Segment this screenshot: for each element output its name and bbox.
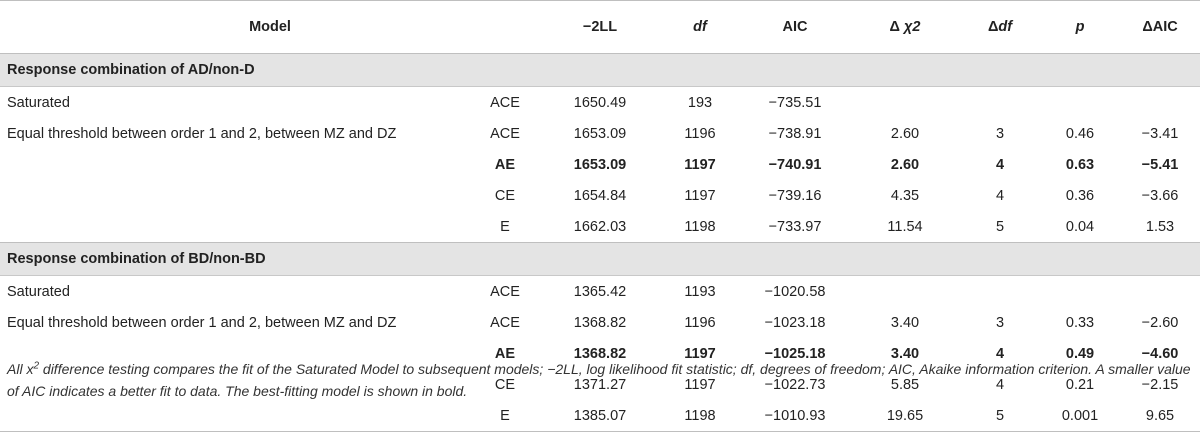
header-delta-df-prefix: Δ bbox=[987, 19, 999, 35]
cell-df: 1197 bbox=[684, 345, 716, 362]
cell-ll: 1368.82 bbox=[573, 345, 627, 362]
header-delta-chi-suffix: 2 bbox=[912, 19, 921, 35]
cell-ll: 1365.42 bbox=[573, 283, 627, 300]
cell-dchi bbox=[850, 276, 960, 308]
section-header-row bbox=[0, 54, 1200, 87]
cell-df: 1198 bbox=[660, 400, 740, 432]
cell-ll: 1654.84 bbox=[573, 187, 627, 204]
row-description: Saturated bbox=[7, 94, 70, 111]
header-ll: −2LL bbox=[540, 1, 660, 54]
cell-dchi: 4.35 bbox=[890, 187, 920, 204]
cell-dchi: 19.65 bbox=[850, 400, 960, 432]
row-description: Saturated bbox=[7, 283, 70, 300]
cell-daic: −4.60 bbox=[1141, 345, 1179, 362]
cell-ll: 1662.03 bbox=[540, 211, 660, 243]
cell-daic: −5.41 bbox=[1141, 156, 1179, 173]
row-model: AE bbox=[494, 156, 516, 173]
cell-ddf: 4 bbox=[995, 156, 1005, 173]
cell-ddf bbox=[960, 276, 1040, 308]
footnote-text: difference testing compares the fit of the Saturated Model to subsequent models; −2LL, log likelihood fit statistic; df, degrees of freedom; AIC, Akaike information criterion. A smaller value of AIC indicates a better fit to data. The best-fitting model is shown in bold. bbox=[7, 361, 1191, 399]
row-description bbox=[0, 180, 470, 211]
header-delta-chi-prefix: Δ bbox=[889, 19, 900, 35]
cell-dchi: 3.40 bbox=[890, 345, 920, 362]
cell-aic: −733.97 bbox=[740, 211, 850, 243]
cell-daic: −3.66 bbox=[1141, 187, 1179, 204]
cell-df: 193 bbox=[687, 94, 713, 111]
cell-ll: 1368.82 bbox=[573, 314, 627, 331]
cell-df: 1197 bbox=[684, 187, 716, 204]
cell-p: 0.001 bbox=[1040, 400, 1120, 432]
cell-dchi: 11.54 bbox=[850, 211, 960, 243]
cell-p: 0.36 bbox=[1065, 187, 1095, 204]
cell-df: 1198 bbox=[660, 211, 740, 243]
cell-aic: −738.91 bbox=[768, 125, 822, 142]
cell-p bbox=[1040, 87, 1120, 119]
cell-p: 0.04 bbox=[1040, 211, 1120, 243]
cell-aic: −1023.18 bbox=[764, 314, 826, 331]
cell-aic: −739.16 bbox=[768, 187, 822, 204]
cell-df: 1193 bbox=[684, 283, 716, 300]
header-p: p bbox=[1040, 1, 1120, 54]
header-aic: AIC bbox=[740, 1, 850, 54]
cell-daic bbox=[1120, 87, 1200, 119]
row-model: ACE bbox=[490, 94, 520, 111]
row-model: ACE bbox=[490, 314, 520, 331]
cell-p bbox=[1040, 276, 1120, 308]
cell-daic: 1.53 bbox=[1120, 211, 1200, 243]
cell-ddf: 4 bbox=[995, 187, 1005, 204]
cell-df: 1197 bbox=[684, 376, 716, 393]
cell-ll: 1653.09 bbox=[573, 125, 627, 142]
header-delta-df-label: df bbox=[998, 19, 1013, 35]
cell-aic: −1025.18 bbox=[764, 345, 826, 362]
cell-aic: −1020.58 bbox=[764, 283, 826, 300]
cell-ddf: 4 bbox=[995, 345, 1005, 362]
header-delta-chi bbox=[850, 1, 960, 54]
table-row bbox=[0, 211, 1200, 243]
cell-ll: 1371.27 bbox=[573, 376, 627, 393]
cell-ll: 1650.49 bbox=[573, 94, 627, 111]
cell-p: 0.33 bbox=[1065, 314, 1095, 331]
cell-p: 0.21 bbox=[1065, 376, 1095, 393]
row-model: AE bbox=[494, 345, 516, 362]
table-row bbox=[0, 180, 1200, 211]
row-model: E bbox=[470, 211, 540, 243]
header-model: Model bbox=[0, 1, 540, 54]
cell-ddf: 4 bbox=[995, 376, 1005, 393]
footnote-prefix: All x bbox=[7, 361, 34, 377]
cell-dchi: 2.60 bbox=[890, 156, 920, 173]
cell-dchi: 5.85 bbox=[890, 376, 920, 393]
cell-dchi: 3.40 bbox=[890, 314, 920, 331]
table-row bbox=[0, 276, 1200, 308]
cell-ll: 1653.09 bbox=[573, 156, 627, 173]
table-row bbox=[0, 118, 1200, 149]
cell-aic: −1022.73 bbox=[764, 376, 826, 393]
cell-ddf: 3 bbox=[995, 314, 1005, 331]
table-row bbox=[0, 87, 1200, 119]
cell-aic: −740.91 bbox=[768, 156, 822, 173]
cell-daic: 9.65 bbox=[1120, 400, 1200, 432]
row-model: ACE bbox=[490, 283, 520, 300]
cell-df: 1196 bbox=[684, 314, 716, 331]
cell-aic: −1010.93 bbox=[740, 400, 850, 432]
cell-daic bbox=[1120, 276, 1200, 308]
cell-p: 0.49 bbox=[1065, 345, 1095, 362]
section-title: Response combination of BD/non-BD bbox=[0, 243, 1200, 276]
footnote-superscript: 2 bbox=[33, 360, 40, 372]
row-description bbox=[0, 400, 470, 432]
header-row bbox=[0, 1, 1200, 54]
cell-daic: −2.15 bbox=[1141, 376, 1179, 393]
header-df: df bbox=[660, 1, 740, 54]
row-description: Equal threshold between order 1 and 2, between MZ and DZ bbox=[7, 125, 397, 142]
cell-ddf: 5 bbox=[960, 211, 1040, 243]
table-row bbox=[0, 400, 1200, 432]
cell-p: 0.63 bbox=[1065, 156, 1095, 173]
row-model: E bbox=[470, 400, 540, 432]
cell-ddf bbox=[960, 87, 1040, 119]
header-delta-aic: ΔAIC bbox=[1120, 1, 1200, 54]
cell-df: 1196 bbox=[684, 125, 716, 142]
cell-aic: −735.51 bbox=[768, 94, 822, 111]
row-model: CE bbox=[494, 376, 516, 393]
cell-dchi: 2.60 bbox=[890, 125, 920, 142]
cell-p: 0.46 bbox=[1065, 125, 1095, 142]
row-description bbox=[0, 211, 470, 243]
cell-df: 1197 bbox=[684, 156, 716, 173]
section-title: Response combination of AD/non-D bbox=[0, 54, 1200, 87]
row-model: ACE bbox=[490, 125, 520, 142]
row-model: CE bbox=[494, 187, 516, 204]
cell-ddf: 3 bbox=[995, 125, 1005, 142]
cell-daic: −3.41 bbox=[1141, 125, 1179, 142]
header-delta-chi-symbol: χ bbox=[904, 19, 913, 35]
cell-daic: −2.60 bbox=[1141, 314, 1179, 331]
table-row bbox=[0, 307, 1200, 338]
section-header-row bbox=[0, 243, 1200, 276]
cell-ddf: 5 bbox=[960, 400, 1040, 432]
header-delta-df bbox=[960, 1, 1040, 54]
table-row bbox=[0, 149, 1200, 180]
row-description bbox=[0, 149, 470, 180]
cell-ll: 1385.07 bbox=[540, 400, 660, 432]
cell-dchi bbox=[850, 87, 960, 119]
row-description: Equal threshold between order 1 and 2, between MZ and DZ bbox=[7, 314, 397, 331]
table-footnote bbox=[7, 358, 1193, 402]
